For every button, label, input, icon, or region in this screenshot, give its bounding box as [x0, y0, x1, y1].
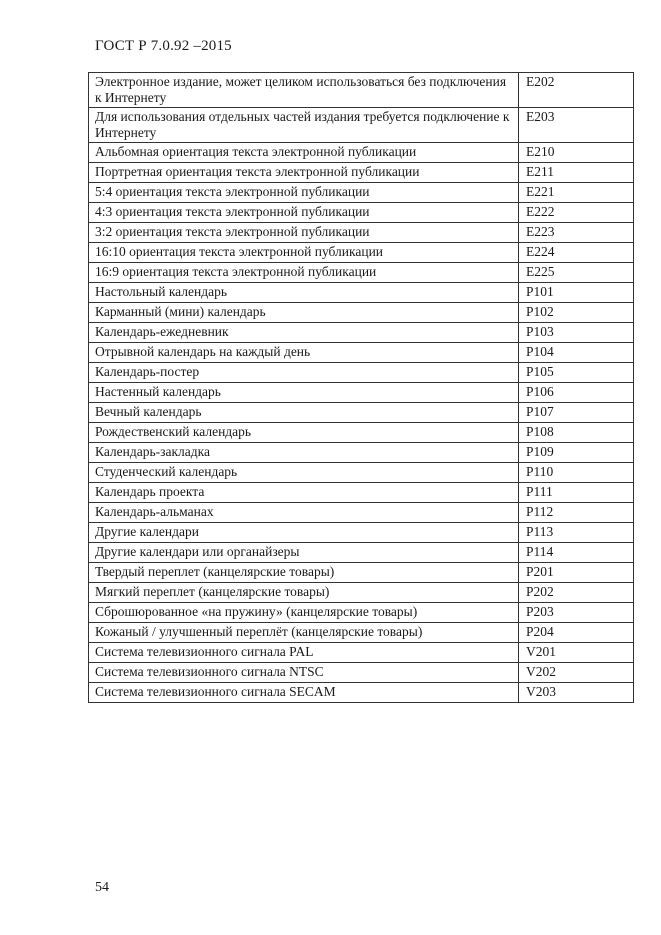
row-code: V201	[519, 643, 634, 663]
table-row	[89, 343, 634, 363]
row-code: P102	[519, 303, 634, 323]
table-row	[89, 143, 634, 163]
row-description: 16:9 ориентация текста электронной публикации	[89, 263, 519, 283]
page-number: 54	[95, 880, 109, 895]
table-row	[89, 108, 634, 143]
table-row	[89, 643, 634, 663]
table-row	[89, 403, 634, 423]
row-code: V202	[519, 663, 634, 683]
table-row	[89, 443, 634, 463]
row-description: Система телевизионного сигнала NTSC	[89, 663, 519, 683]
row-description: Кожаный / улучшенный переплёт (канцелярские товары)	[89, 623, 519, 643]
row-code: E224	[519, 243, 634, 263]
row-description: Мягкий переплет (канцелярские товары)	[89, 583, 519, 603]
row-code: P202	[519, 583, 634, 603]
row-code: V203	[519, 683, 634, 703]
row-code: P105	[519, 363, 634, 383]
row-code: P204	[519, 623, 634, 643]
row-description: Электронное издание, может целиком использоваться без подключения к Интернету	[89, 73, 519, 108]
row-description: 3:2 ориентация текста электронной публикации	[89, 223, 519, 243]
row-description: Настенный календарь	[89, 383, 519, 403]
row-code: P106	[519, 383, 634, 403]
row-code: P104	[519, 343, 634, 363]
row-description: Рождественский календарь	[89, 423, 519, 443]
table-row	[89, 383, 634, 403]
row-code: P101	[519, 283, 634, 303]
row-description: Календарь-альманах	[89, 503, 519, 523]
row-code: E202	[519, 73, 634, 108]
row-description: Для использования отдельных частей издания требуется подключение к Интернету	[89, 108, 519, 143]
row-description: Сброшюрованное «на пружину» (канцелярские товары)	[89, 603, 519, 623]
table-row	[89, 543, 634, 563]
row-code: P109	[519, 443, 634, 463]
row-description: Календарь-постер	[89, 363, 519, 383]
row-description: Карманный (мини) календарь	[89, 303, 519, 323]
row-description: Вечный календарь	[89, 403, 519, 423]
table-row	[89, 283, 634, 303]
row-description: 4:3 ориентация текста электронной публикации	[89, 203, 519, 223]
row-code: P201	[519, 563, 634, 583]
row-description: Альбомная ориентация текста электронной публикации	[89, 143, 519, 163]
row-description: Другие календари или органайзеры	[89, 543, 519, 563]
table-row	[89, 303, 634, 323]
row-code: E223	[519, 223, 634, 243]
codes-table	[88, 72, 634, 703]
row-code: E211	[519, 163, 634, 183]
row-description: Портретная ориентация текста электронной публикации	[89, 163, 519, 183]
row-code: E225	[519, 263, 634, 283]
row-description: 16:10 ориентация текста электронной публикации	[89, 243, 519, 263]
row-code: P112	[519, 503, 634, 523]
row-code: P111	[519, 483, 634, 503]
row-code: P110	[519, 463, 634, 483]
table-row	[89, 223, 634, 243]
table-row	[89, 363, 634, 383]
row-description: Система телевизионного сигнала SECAM	[89, 683, 519, 703]
row-description: Твердый переплет (канцелярские товары)	[89, 563, 519, 583]
table-row	[89, 243, 634, 263]
row-description: Настольный календарь	[89, 283, 519, 303]
row-code: E222	[519, 203, 634, 223]
table-row	[89, 683, 634, 703]
row-code: P107	[519, 403, 634, 423]
table-row	[89, 183, 634, 203]
codes-table-body	[89, 73, 634, 703]
table-row	[89, 623, 634, 643]
row-description: Календарь-ежедневник	[89, 323, 519, 343]
table-row	[89, 323, 634, 343]
row-code: E210	[519, 143, 634, 163]
row-code: P203	[519, 603, 634, 623]
row-code: P113	[519, 523, 634, 543]
table-row	[89, 503, 634, 523]
row-code: E221	[519, 183, 634, 203]
table-row	[89, 603, 634, 623]
table-row	[89, 163, 634, 183]
row-description: Другие календари	[89, 523, 519, 543]
table-row	[89, 663, 634, 683]
row-description: Студенческий календарь	[89, 463, 519, 483]
row-description: Календарь-закладка	[89, 443, 519, 463]
table-row	[89, 563, 634, 583]
row-description: Календарь проекта	[89, 483, 519, 503]
table-row	[89, 423, 634, 443]
table-row	[89, 583, 634, 603]
row-code: P108	[519, 423, 634, 443]
row-code: P103	[519, 323, 634, 343]
table-row	[89, 463, 634, 483]
row-description: Отрывной календарь на каждый день	[89, 343, 519, 363]
table-row	[89, 523, 634, 543]
table-row	[89, 73, 634, 108]
row-description: 5:4 ориентация текста электронной публикации	[89, 183, 519, 203]
table-row	[89, 203, 634, 223]
table-row	[89, 263, 634, 283]
row-code: P114	[519, 543, 634, 563]
table-row	[89, 483, 634, 503]
row-description: Система телевизионного сигнала PAL	[89, 643, 519, 663]
row-code: E203	[519, 108, 634, 143]
document-header: ГОСТ Р 7.0.92 –2015	[95, 38, 232, 54]
